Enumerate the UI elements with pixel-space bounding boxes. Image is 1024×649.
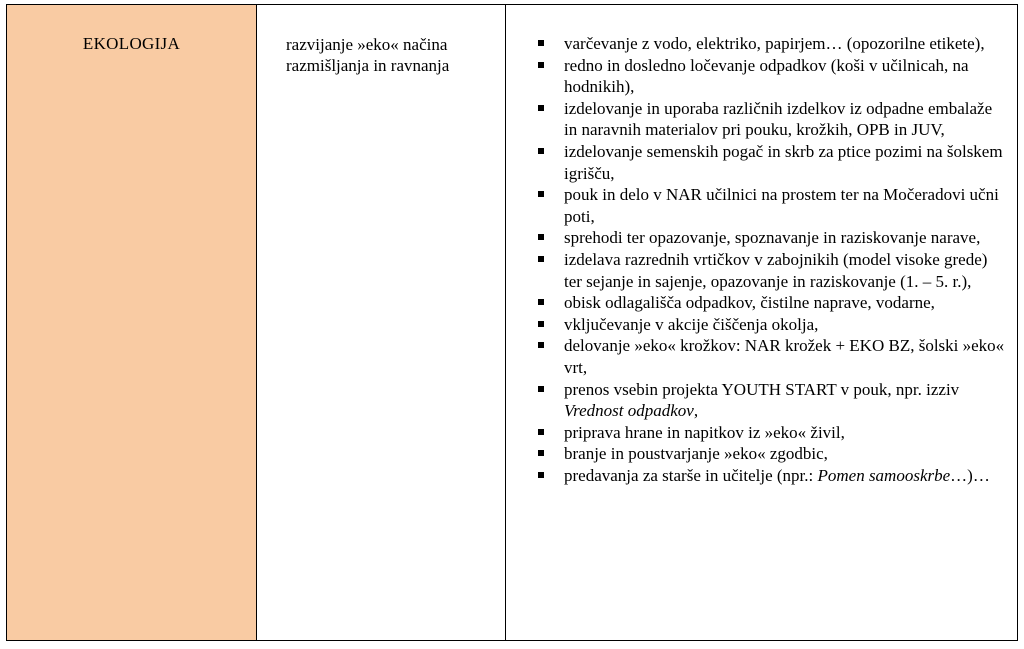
square-bullet-icon	[538, 299, 544, 305]
square-bullet-icon	[538, 191, 544, 197]
activity-item	[536, 379, 1009, 422]
square-bullet-icon	[538, 429, 544, 435]
activity-item	[536, 184, 1009, 227]
category-cell	[7, 5, 257, 640]
activity-text	[564, 423, 845, 442]
activity-segment: obisk odlagališča odpadkov, čistilne naprave, vodarne,	[564, 293, 935, 313]
activity-text	[564, 99, 992, 140]
ecology-table	[6, 4, 1018, 641]
activity-item	[536, 292, 1009, 314]
activity-text	[564, 315, 818, 334]
square-bullet-icon	[538, 105, 544, 111]
activity-text	[564, 142, 1003, 183]
activity-segment: varčevanje z vodo, elektriko, papirjem… (opozorilne etikete),	[564, 34, 985, 53]
activity-item	[536, 465, 1009, 487]
square-bullet-icon	[538, 472, 544, 478]
activity-segment: izdelovanje in uporaba različnih izdelkov iz odpadne embalaže in naravnih materialov pri pouku, krožkih, OPB in JUV,	[564, 98, 993, 140]
square-bullet-icon	[538, 321, 544, 327]
activity-text	[564, 444, 828, 463]
activity-text	[564, 380, 959, 421]
activity-item	[536, 33, 1009, 55]
square-bullet-icon	[538, 342, 544, 348]
activity-segment: branje in poustvarjanje »eko« zgodbic,	[564, 444, 828, 464]
activity-segment: izdelovanje semenskih pogač in skrb za ptice pozimi na šolskem igrišču,	[564, 141, 1003, 183]
activity-item	[536, 443, 1009, 465]
activity-text	[564, 228, 980, 247]
activity-item	[536, 141, 1009, 184]
activity-item	[536, 249, 1009, 292]
category-label: EKOLOGIJA	[82, 34, 181, 53]
activities-list	[536, 33, 1009, 486]
square-bullet-icon	[538, 40, 544, 46]
activity-segment: pouk in delo v NAR učilnici na prostem ter na Močeradovi učni poti,	[564, 185, 999, 226]
activity-emphasis: Vrednost odpadkov	[564, 401, 694, 421]
square-bullet-icon	[538, 256, 544, 262]
activity-emphasis: Pomen samooskrbe	[817, 465, 951, 485]
activity-segment: ,	[693, 401, 699, 421]
goal-cell	[257, 5, 506, 640]
activity-text	[564, 293, 935, 312]
square-bullet-icon	[538, 386, 544, 392]
square-bullet-icon	[538, 62, 544, 68]
activity-segment: …)…	[950, 465, 990, 485]
activity-item	[536, 98, 1009, 141]
activity-segment: redno in dosledno ločevanje odpadkov (koši v učilnicah, na hodnikih),	[564, 55, 969, 97]
activity-text	[564, 56, 969, 97]
activity-item	[536, 55, 1009, 98]
activity-segment: izdelava razrednih vrtičkov v zabojnikih (model visoke grede) ter sejanje in sajenje, opazovanje in raziskovanje (1. – 5. r.),	[564, 249, 988, 291]
activity-item	[536, 314, 1009, 336]
activity-text	[564, 336, 1004, 377]
square-bullet-icon	[538, 148, 544, 154]
activity-segment: predavanja za starše in učitelje (npr.:	[564, 465, 818, 485]
square-bullet-icon	[538, 450, 544, 456]
activity-item	[536, 335, 1009, 378]
activity-segment: priprava hrane in napitkov iz »eko« živil,	[564, 422, 845, 442]
activity-segment: delovanje »eko« krožkov: NAR krožek + EKO BZ, šolski »eko« vrt,	[564, 336, 1005, 377]
activity-text	[564, 250, 987, 291]
activity-item	[536, 422, 1009, 444]
activity-text	[564, 466, 990, 485]
activity-text	[564, 34, 985, 53]
activity-text	[564, 185, 999, 226]
square-bullet-icon	[538, 234, 544, 240]
activity-segment: sprehodi ter opazovanje, spoznavanje in raziskovanje narave,	[564, 228, 981, 248]
activities-cell	[506, 5, 1017, 640]
goal-text: razvijanje »eko« načina razmišljanja in ravnanja	[286, 35, 450, 75]
activity-segment: prenos vsebin projekta YOUTH START v pouk, npr. izziv	[564, 379, 960, 399]
activity-item	[536, 227, 1009, 249]
activity-segment: vključevanje v akcije čiščenja okolja,	[564, 314, 819, 334]
